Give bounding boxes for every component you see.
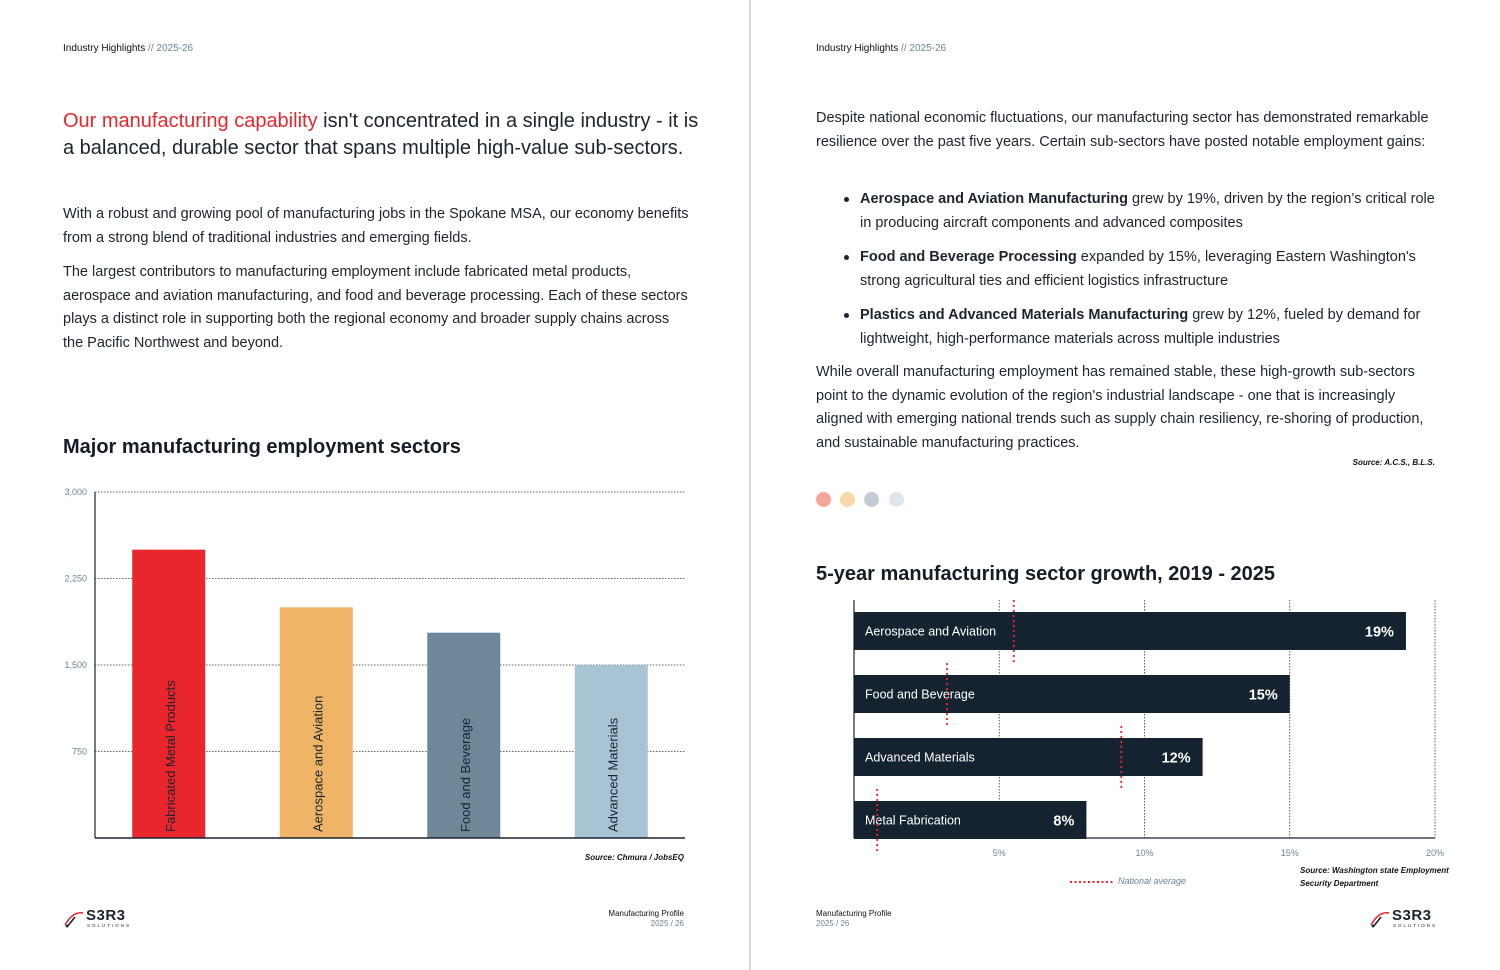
text-source: Source: A.C.S., B.L.S. — [1352, 458, 1435, 467]
paragraph-1: With a robust and growing pool of manufacturing jobs in the Spokane MSA, our economy benefits from a strong blend of traditional industries and emerging fields. — [63, 206, 689, 246]
bar-category-label: Aerospace and Aviation — [310, 695, 326, 832]
footer-title-text: Manufacturing Profile — [608, 909, 684, 918]
bar-category-label: Metal Fabrication — [865, 813, 961, 828]
logo-text: S3R3 — [1392, 907, 1432, 924]
employment-bar-chart — [55, 480, 695, 850]
growth-chart-source — [1300, 864, 1500, 890]
right-page — [751, 0, 1500, 970]
x-tick-label: 20% — [1425, 848, 1445, 858]
lead-accent: Our manufacturing capability — [63, 110, 318, 132]
logo-arc-icon — [1369, 909, 1391, 929]
footer-title-text: Manufacturing Profile — [816, 909, 892, 918]
logo-subtext: SOLUTIONS — [87, 923, 132, 928]
bullet-aerospace-bold: Aerospace and Aviation Manufacturing — [860, 191, 1129, 207]
growth-source-line-2: Security Department — [1300, 879, 1379, 888]
legend-line-icon — [1070, 879, 1114, 885]
bullet-aerospace — [860, 188, 1440, 235]
growth-bar-chart — [846, 598, 1446, 868]
dot-2 — [840, 492, 855, 507]
growth-chart-title: 5-year manufacturing sector growth, 2019 - 2025 — [816, 563, 1276, 585]
page-header — [63, 43, 193, 54]
bullet-food — [860, 246, 1440, 293]
dot-4 — [889, 492, 904, 507]
bullet-plastics-bold: Plastics and Advanced Materials Manufacturing — [860, 307, 1189, 323]
bar-chart-title: Major manufacturing employment sectors — [63, 436, 461, 458]
bar-category-label: Fabricated Metal Products — [162, 680, 178, 832]
bullet-plastics-text: grew by 12%, fueled by demand for lightweight, high-performance materials across multiple industries — [860, 307, 1421, 347]
header-year: // 2025-26 — [901, 43, 947, 54]
bar-value-label: 19% — [1364, 624, 1394, 641]
company-logo — [1369, 907, 1449, 931]
logo-subtext: SOLUTIONS — [1393, 923, 1438, 928]
closing-paragraph: While overall manufacturing employment has remained stable, these high-growth sub-sectors point to the dynamic evolution of the region's industrial landscape - one that is increasingly aligned with emerging national trends such as supply chain resiliency, re-shoring of production, and sustainable manufacturing practices. — [816, 364, 1424, 451]
x-tick-label: 10% — [1135, 848, 1154, 858]
x-tick-label: 15% — [1280, 848, 1299, 858]
bar-category-label: Advanced Materials — [865, 750, 975, 765]
growth-source-line-1: Source: Washington state Employment — [1300, 866, 1449, 875]
bar-category-label: Food and Beverage — [457, 717, 473, 832]
bullet-food-text: expanded by 15%, leveraging Eastern Washington's strong agricultural ties and efficient logistics infrastructure — [860, 249, 1416, 289]
legend-label: National average — [1118, 876, 1187, 886]
company-logo — [63, 907, 143, 931]
header-section: Industry Highlights — [816, 43, 899, 54]
header-section: Industry Highlights — [63, 43, 146, 54]
bar-value-label: 12% — [1161, 750, 1191, 767]
y-tick-label: 3,000 — [64, 487, 87, 497]
bar-value-label: 15% — [1248, 687, 1278, 704]
dot-3 — [864, 492, 879, 507]
bullet-aerospace-text: grew by 19%, driven by the region’s critical role in producing aircraft components and advanced composites — [860, 191, 1435, 231]
logo-text: S3R3 — [86, 907, 126, 924]
bar-category-label: Food and Beverage — [865, 687, 975, 702]
paragraph-2: The largest contributors to manufacturing employment include fabricated metal products, aerospace and aviation manufacturing, and food and beverage processing. Each of these sectors plays a distinct role in supporting both the regional economy and broader supply chains across the Pacific Northwest and beyond. — [63, 264, 688, 351]
footer-year: 2025 / 26 — [650, 919, 684, 928]
lead-rest: isn't concentrated in a single industry - it is a balanced, durable sector that spans multiple high-value sub-sectors. — [63, 110, 699, 159]
bar-chart-source: Source: Chmura / JobsEQ — [584, 853, 684, 862]
page-header — [816, 43, 946, 54]
bullet-plastics — [860, 304, 1440, 351]
footer-title — [584, 909, 684, 929]
bar-category-label: Advanced Materials — [605, 717, 621, 832]
footer-title — [816, 909, 892, 929]
y-tick-label: 1,500 — [64, 660, 87, 670]
bullet-food-bold: Food and Beverage Processing — [860, 249, 1077, 265]
y-tick-label: 750 — [71, 746, 87, 757]
footer-year: 2025 / 26 — [816, 919, 850, 928]
x-tick-label: 5% — [992, 848, 1006, 858]
bar-value-label: 8% — [1053, 813, 1075, 830]
bar-category-label: Aerospace and Aviation — [865, 624, 997, 639]
intro-paragraph: Despite national economic fluctuations, our manufacturing sector has demonstrated remarkable resilience over the past five years. Certain sub-sectors have posted notable employment gains: — [816, 110, 1429, 150]
y-tick-label: 2,250 — [64, 573, 87, 584]
dot-1 — [816, 492, 831, 507]
logo-arc-icon — [63, 909, 85, 929]
left-page — [0, 0, 749, 970]
header-year: // 2025-26 — [148, 43, 194, 54]
lead-statement — [63, 108, 703, 162]
